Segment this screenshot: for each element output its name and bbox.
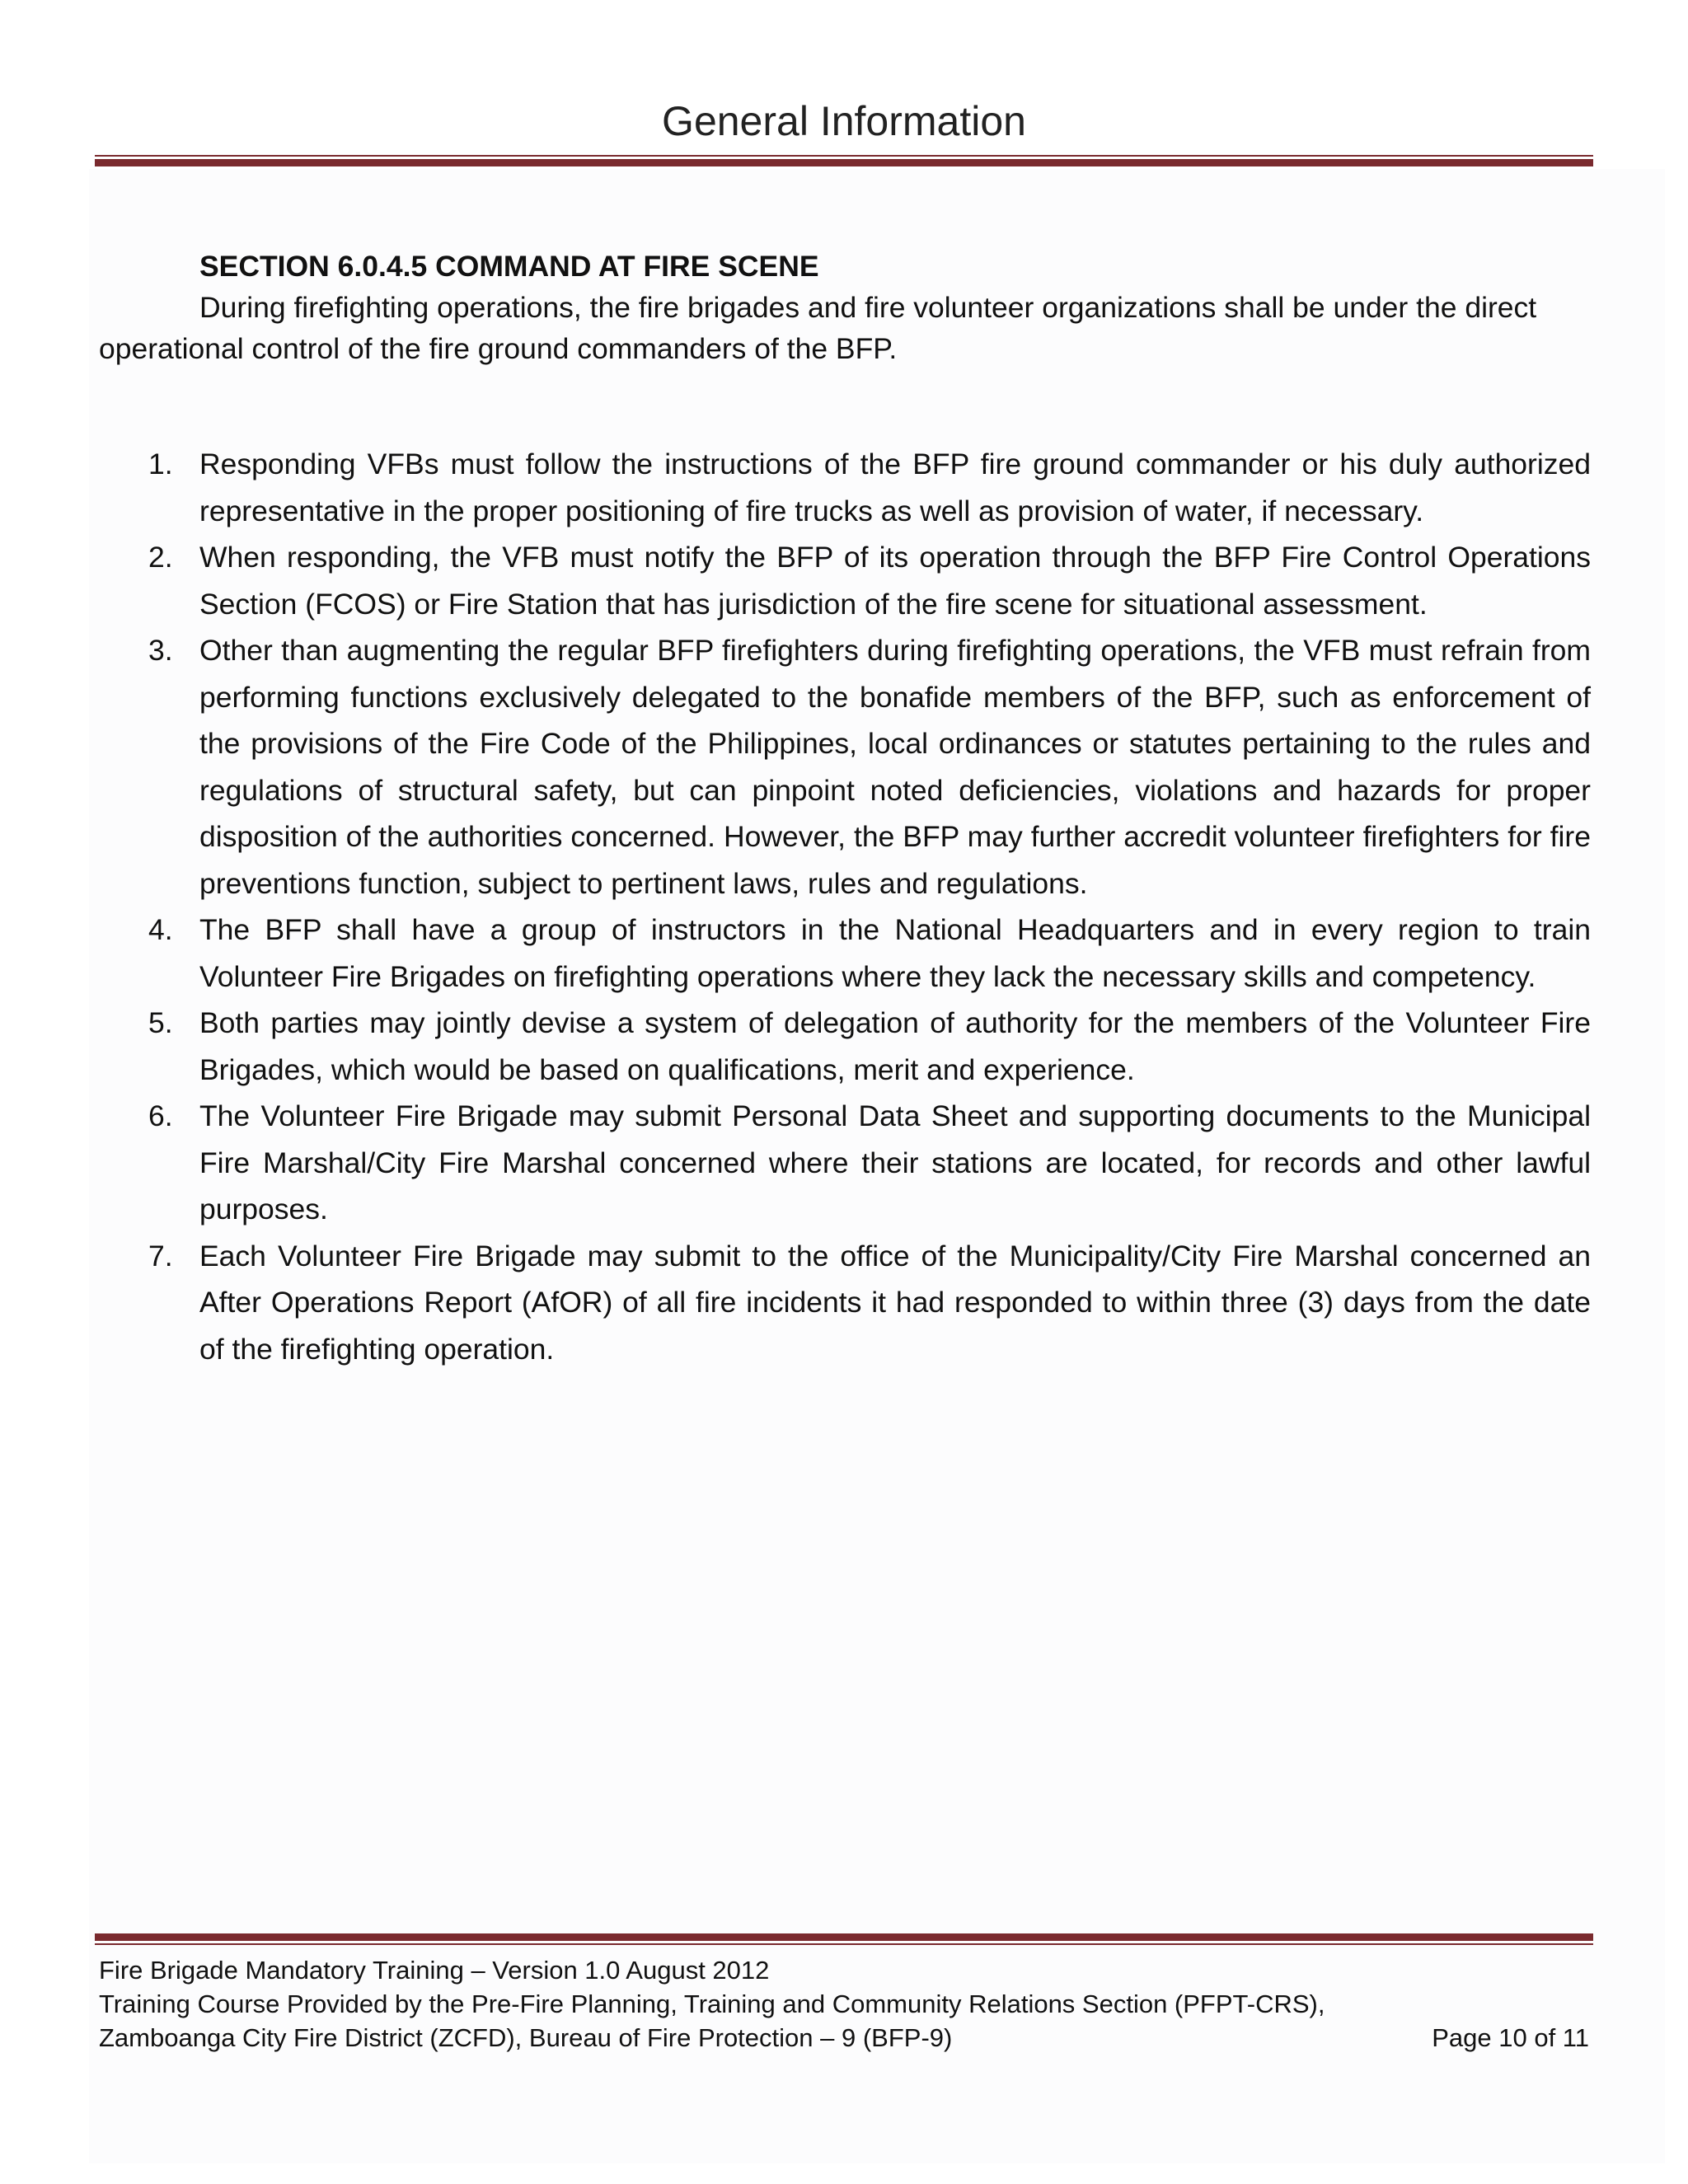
list-item-text: Responding VFBs must follow the instructions of the BFP fire ground commander or his duly authorized representative in the proper positioning of fire trucks as well as provision of water, if necessary. bbox=[199, 448, 1591, 527]
document-body bbox=[99, 246, 1591, 1372]
footer-provider-line: Training Course Provided by the Pre-Fire Planning, Training and Community Relations Section (PFPT-CRS), bbox=[99, 1990, 1325, 2018]
list-item-text: The Volunteer Fire Brigade may submit Personal Data Sheet and supporting documents to the Municipal Fire Marshal/City Fire Marshal concerned where their stations are located, for records and other lawful purposes. bbox=[199, 1099, 1591, 1226]
list-item bbox=[99, 627, 1591, 907]
list-item-number: 5. bbox=[148, 1006, 173, 1039]
list-item-text: The BFP shall have a group of instructors in the National Headquarters and in every region to train Volunteer Fire Brigades on firefighting operations where they lack the necessary skills and competency. bbox=[199, 913, 1591, 993]
list-item bbox=[99, 534, 1591, 627]
page-footer bbox=[99, 1953, 1589, 2055]
page-header-title: General Information bbox=[662, 98, 1026, 144]
list-item-text: Each Volunteer Fire Brigade may submit to the office of the Municipality/City Fire Marshal concerned an After Operations Report (AfOR) of all fire incidents it had responded to within three (3) days from the date of the firefighting operation. bbox=[199, 1239, 1591, 1366]
numbered-list bbox=[99, 441, 1591, 1372]
header-divider bbox=[95, 155, 1593, 166]
list-item-number: 1. bbox=[148, 448, 173, 480]
list-item-number: 7. bbox=[148, 1239, 173, 1272]
section-intro: During firefighting operations, the fire brigades and fire volunteer organizations shall be under the direct operational control of the fire ground commanders of the BFP. bbox=[99, 291, 1537, 365]
list-item-number: 3. bbox=[148, 634, 173, 667]
footer-district-line: Zamboanga City Fire District (ZCFD), Bureau of Fire Protection – 9 (BFP-9) bbox=[99, 2023, 953, 2052]
footer-version-line: Fire Brigade Mandatory Training – Version 1.0 August 2012 bbox=[99, 1956, 770, 1985]
list-item-number: 4. bbox=[148, 913, 173, 946]
list-item bbox=[99, 1233, 1591, 1373]
list-item bbox=[99, 1000, 1591, 1093]
list-item-text: Both parties may jointly devise a system of delegation of authority for the members of the Volunteer Fire Brigades, which would be based on qualifications, merit and experience. bbox=[199, 1006, 1591, 1086]
page-number: Page 10 of 11 bbox=[1432, 2023, 1589, 2052]
list-item-number: 2. bbox=[148, 541, 173, 574]
list-item-text: When responding, the VFB must notify the BFP of its operation through the BFP Fire Control Operations Section (FCOS) or Fire Station that has jurisdiction of the fire scene for situational assessment. bbox=[199, 541, 1591, 621]
footer-divider bbox=[95, 1933, 1593, 1945]
list-item bbox=[99, 1093, 1591, 1233]
list-item bbox=[99, 907, 1591, 1000]
list-item-text: Other than augmenting the regular BFP firefighters during firefighting operations, the VFB must refrain from performing functions exclusively delegated to the bonafide members of the BFP, such as enforcement of the provisions of the Fire Code of the Philippines, local ordinances or statutes pertaining to the rules and regulations of structural safety, but can pinpoint noted deficiencies, violations and hazards for proper disposition of the authorities concerned. However, the BFP may further accredit volunteer firefighters for fire preventions function, subject to pertinent laws, rules and regulations. bbox=[199, 634, 1591, 900]
list-item-number: 6. bbox=[148, 1099, 173, 1132]
section-heading: SECTION 6.0.4.5 COMMAND AT FIRE SCENE bbox=[199, 250, 819, 283]
list-item bbox=[99, 441, 1591, 534]
